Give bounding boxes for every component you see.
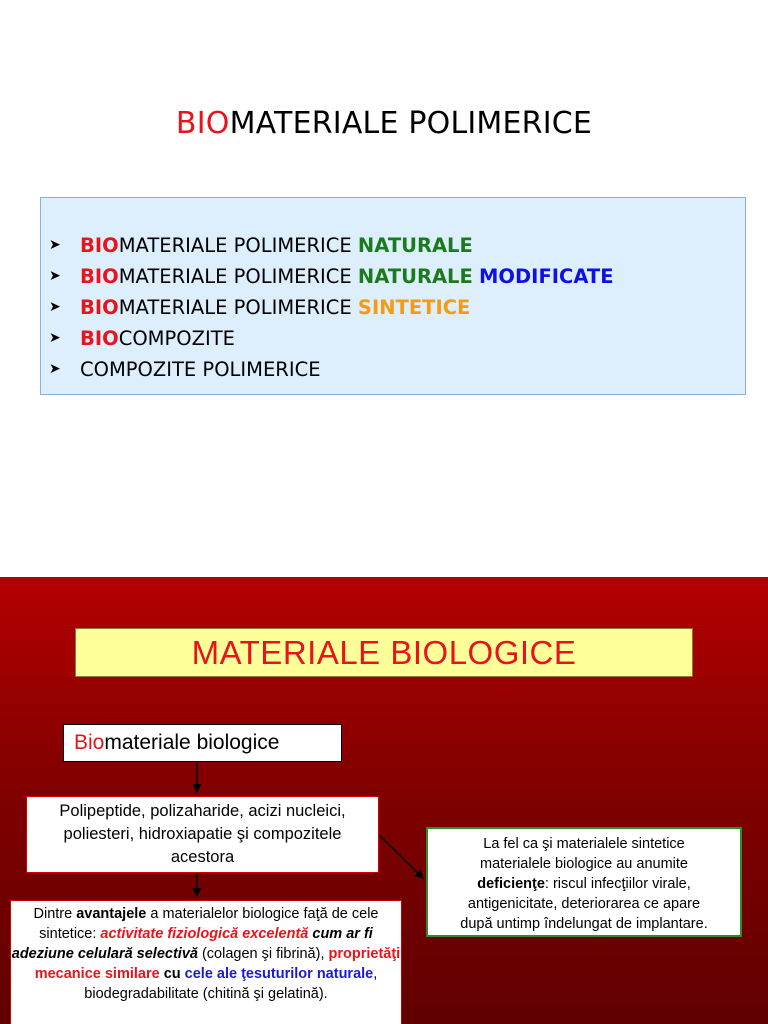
arrowhead-bullet-icon: ➤: [49, 330, 61, 346]
list-item: [49, 354, 614, 385]
slide-title: [0, 106, 768, 141]
deficiencies-line: materialele biologice au anumite: [480, 856, 688, 872]
deficiencies-line: La fel ca şi materialele sintetice: [483, 836, 685, 852]
advantages-highlight: mecanice similare: [34, 966, 160, 982]
item-text: COMPOZITE POLIMERICE: [80, 358, 321, 381]
biomaterials-box: [63, 724, 342, 762]
arrowhead-bullet-icon: ➤: [49, 268, 61, 284]
item-prefix: BIO: [80, 265, 119, 288]
advantages-text: Dintre: [33, 906, 77, 922]
item-tag: SINTETICE: [357, 296, 471, 319]
deficiencies-keyword: deficienţe: [477, 876, 545, 892]
deficiencies-line: antigenicitate, deteriorarea ce apare: [467, 896, 701, 912]
advantages-highlight: activitate fiziologică excelentă: [100, 926, 309, 942]
polymers-line: Polipeptide, polizaharide, acizi nucleici,: [59, 802, 346, 820]
categories-box: [40, 197, 746, 395]
item-text: MATERIALE POLIMERICE: [118, 265, 358, 288]
arrowhead-bullet-icon: ➤: [49, 299, 61, 315]
advantages-keyword: avantajele: [76, 906, 147, 922]
advantages-emphasis: cum ar fi adeziune celulară selectivă: [11, 926, 373, 962]
bio-prefix: Bio: [74, 731, 105, 754]
list-item: [49, 323, 614, 354]
advantages-text: , biodegradabilitate (chitină şi gelatină).: [84, 966, 378, 1002]
item-prefix: BIO: [80, 327, 119, 350]
polymers-box: [26, 796, 379, 873]
advantages-box: [10, 900, 402, 1024]
list-item: [49, 230, 614, 261]
polymers-line: acestora: [170, 848, 235, 866]
deficiencies-box: [426, 827, 742, 937]
bio-rest: materiale biologice: [104, 731, 280, 754]
item-tag: NATURALE: [357, 265, 473, 288]
advantages-text: (colagen şi fibrină),: [197, 946, 329, 962]
item-prefix: BIO: [80, 296, 119, 319]
categories-list: [49, 230, 614, 385]
list-item: [49, 292, 614, 323]
slide-materiale-biologice: [0, 577, 768, 1024]
slide-title: MATERIALE BIOLOGICE: [191, 634, 577, 671]
deficiencies-line: după untimp îndelungat de implantare.: [460, 916, 708, 932]
item-tag: NATURALE: [357, 234, 473, 257]
arrowhead-bullet-icon: ➤: [49, 237, 61, 253]
title-rest: MATERIALE POLIMERICE: [229, 106, 593, 141]
advantages-keyword: cu: [159, 966, 185, 982]
deficiencies-text: : riscul infecţiilor virale,: [544, 876, 691, 892]
advantages-highlight: proprietăţi: [328, 946, 401, 962]
list-item: [49, 261, 614, 292]
slide-title-box: [75, 628, 693, 677]
title-prefix: BIO: [175, 106, 230, 141]
deficiencies-line: [428, 874, 740, 894]
item-text: MATERIALE POLIMERICE: [118, 296, 358, 319]
item-tag-secondary: MODIFICATE: [479, 265, 614, 288]
advantages-highlight-blue: cele ale ţesuturilor naturale: [184, 966, 374, 982]
connector-arrow: [379, 835, 424, 879]
polymers-line: poliesteri, hidroxiapatie şi compozitele: [63, 825, 342, 843]
item-text: MATERIALE POLIMERICE: [118, 234, 358, 257]
arrowhead-bullet-icon: ➤: [49, 361, 61, 377]
item-prefix: BIO: [80, 234, 119, 257]
item-text: COMPOZITE: [118, 327, 235, 350]
advantages-text: a materialelor biologice faţă de cele sintetice:: [39, 906, 379, 942]
